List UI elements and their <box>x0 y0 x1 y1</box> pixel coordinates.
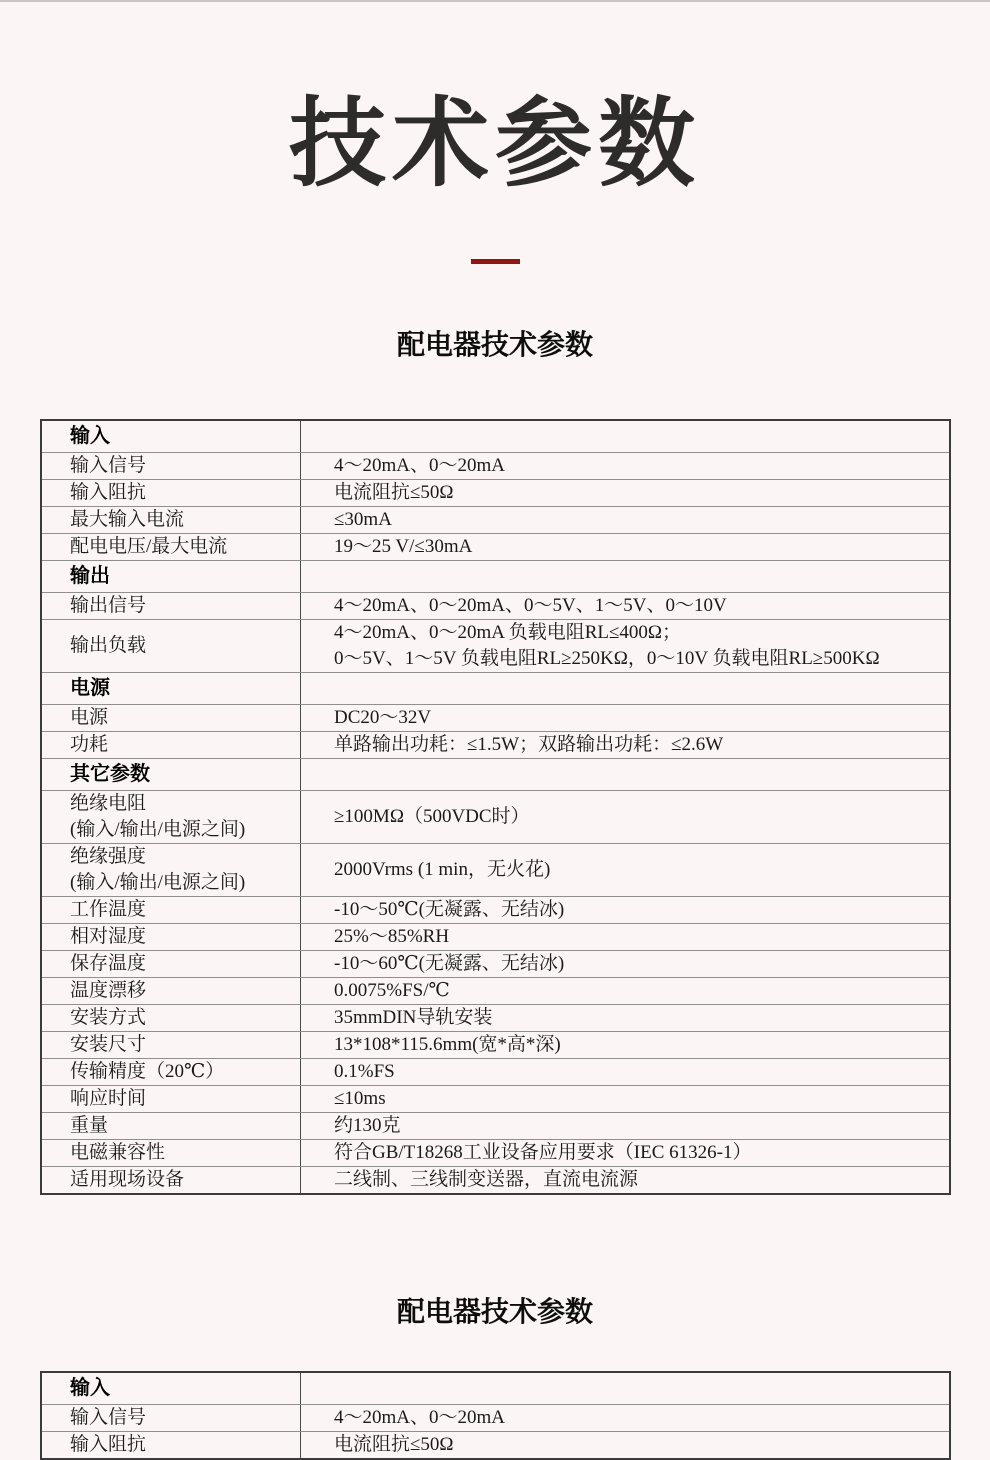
param-value: 4～20mA、0～20mA 负载电阻RL≤400Ω； <box>334 622 682 644</box>
param-label-cell <box>42 1432 301 1458</box>
param-value-cell <box>301 951 949 977</box>
param-value: 4～20mA、0～20mA <box>334 455 506 477</box>
table-row <box>42 592 949 619</box>
param-value-cell <box>301 1005 949 1031</box>
param-value-cell <box>301 453 949 479</box>
table-row <box>42 977 949 1004</box>
param-label: 输出负载 <box>70 635 147 657</box>
param-label: 输出信号 <box>70 595 147 617</box>
param-value: 35mmDIN导轨安装 <box>334 1007 493 1029</box>
param-label: 工作温度 <box>70 899 147 921</box>
param-label-cell <box>42 924 301 950</box>
param-label: 传输精度（20℃） <box>70 1061 225 1083</box>
param-value: 4～20mA、0～20mA、0～5V、1～5V、0～10V <box>334 595 727 617</box>
param-label-cell <box>42 1373 301 1404</box>
param-value: ≤30mA <box>334 509 392 531</box>
table-row <box>42 1431 949 1458</box>
param-value: -10～50℃(无凝露、无结冰) <box>334 899 565 921</box>
param-value-cell <box>301 1373 949 1404</box>
param-label: 电源 <box>70 677 110 700</box>
param-value-cell <box>301 1140 949 1166</box>
table-row <box>42 843 949 896</box>
param-label-cell <box>42 453 301 479</box>
param-label-cell <box>42 593 301 619</box>
param-value-cell <box>301 1167 949 1193</box>
param-value-cell <box>301 421 949 452</box>
section-heading-1: 配电器技术参数 <box>396 329 593 361</box>
spec-table-2 <box>40 1371 951 1460</box>
table-row <box>42 950 949 977</box>
param-label-cell <box>42 1059 301 1085</box>
param-label: 响应时间 <box>70 1088 147 1110</box>
param-label: 输入阻抗 <box>70 1434 147 1456</box>
param-value-cell <box>301 1405 949 1431</box>
table-row <box>42 1004 949 1031</box>
param-label-cell <box>42 705 301 731</box>
param-label-cell <box>42 791 301 843</box>
param-value-cell <box>301 561 949 592</box>
table-row <box>42 731 949 758</box>
param-value: 电流阻抗≤50Ω <box>334 1434 454 1456</box>
param-value: ≥100MΩ（500VDC时） <box>334 806 530 828</box>
param-value: 二线制、三线制变送器，直流电流源 <box>334 1169 639 1191</box>
param-value: 4～20mA、0～20mA <box>334 1407 506 1429</box>
param-value <box>334 1376 949 1402</box>
param-label-cell <box>42 759 301 790</box>
param-value: 电流阻抗≤50Ω <box>334 482 454 504</box>
table-row <box>42 1085 949 1112</box>
param-label: (输入/输出/电源之间) <box>70 819 246 841</box>
section-row <box>42 421 949 452</box>
table-row <box>42 619 949 672</box>
param-value-cell <box>301 1113 949 1139</box>
red-dash-divider <box>471 259 520 264</box>
spec-table-1 <box>40 419 951 1195</box>
param-label: 温度漂移 <box>70 980 147 1002</box>
param-label: 绝缘电阻 <box>70 793 147 815</box>
param-value-cell <box>301 897 949 923</box>
table-row <box>42 506 949 533</box>
param-value: 单路输出功耗：≤1.5W；双路输出功耗：≤2.6W <box>334 734 724 756</box>
param-value-cell <box>301 1432 949 1458</box>
param-value-cell <box>301 534 949 560</box>
page-title: 技术参数 <box>289 89 701 198</box>
param-value-cell <box>301 480 949 506</box>
table-row <box>42 452 949 479</box>
param-value: 25%～85%RH <box>334 926 450 948</box>
param-label-cell <box>42 1140 301 1166</box>
param-value: 0～5V、1～5V 负载电阻RL≥250KΩ，0～10V 负载电阻RL≥500KΩ <box>334 648 880 670</box>
param-value <box>334 676 949 702</box>
param-label: 电磁兼容性 <box>70 1142 166 1164</box>
param-value: 0.0075%FS/℃ <box>334 980 450 1002</box>
param-label-cell <box>42 620 301 672</box>
param-label: 保存温度 <box>70 953 147 975</box>
param-value-cell <box>301 978 949 1004</box>
param-label: 最大输入电流 <box>70 509 185 531</box>
param-value: DC20～32V <box>334 707 432 729</box>
param-value-cell <box>301 620 949 672</box>
table-row <box>42 1166 949 1193</box>
table-row <box>42 533 949 560</box>
param-value-cell <box>301 1059 949 1085</box>
param-value-cell <box>301 924 949 950</box>
table-row <box>42 1404 949 1431</box>
table-row <box>42 1139 949 1166</box>
table-row <box>42 1031 949 1058</box>
param-label: 绝缘强度 <box>70 846 147 868</box>
table-row <box>42 896 949 923</box>
param-value-cell <box>301 705 949 731</box>
param-value-cell <box>301 1032 949 1058</box>
param-value: 13*108*115.6mm(宽*高*深) <box>334 1034 561 1056</box>
param-value-cell <box>301 732 949 758</box>
param-label-cell <box>42 951 301 977</box>
param-label: 其它参数 <box>70 763 150 786</box>
param-label: 输入信号 <box>70 455 147 477</box>
param-label: 电源 <box>70 707 109 729</box>
param-label: (输入/输出/电源之间) <box>70 872 246 894</box>
param-value: -10～60℃(无凝露、无结冰) <box>334 953 565 975</box>
param-value-cell <box>301 593 949 619</box>
table-row <box>42 479 949 506</box>
param-value-cell <box>301 1086 949 1112</box>
table-row <box>42 923 949 950</box>
param-label-cell <box>42 978 301 1004</box>
param-label: 安装方式 <box>70 1007 147 1029</box>
param-label: 输入阻抗 <box>70 482 147 504</box>
param-label: 适用现场设备 <box>70 1169 185 1191</box>
param-label: 重量 <box>70 1115 109 1137</box>
param-label-cell <box>42 480 301 506</box>
param-label-cell <box>42 1113 301 1139</box>
param-label-cell <box>42 507 301 533</box>
param-label-cell <box>42 421 301 452</box>
param-value-cell <box>301 673 949 704</box>
param-value-cell <box>301 759 949 790</box>
table-row <box>42 704 949 731</box>
param-label: 功耗 <box>70 734 109 756</box>
param-value-cell <box>301 507 949 533</box>
param-label: 配电电压/最大电流 <box>70 536 228 558</box>
param-label-cell <box>42 1032 301 1058</box>
param-label-cell <box>42 534 301 560</box>
param-value: 19～25 V/≤30mA <box>334 536 473 558</box>
param-label-cell <box>42 673 301 704</box>
param-label-cell <box>42 1167 301 1193</box>
param-label: 输入 <box>70 1377 110 1400</box>
param-label: 相对湿度 <box>70 926 147 948</box>
param-value <box>334 424 949 450</box>
param-label: 输出 <box>70 565 110 588</box>
param-value: ≤10ms <box>334 1088 386 1110</box>
param-value: 符合GB/T18268工业设备应用要求（IEC 61326-1） <box>334 1142 752 1164</box>
param-value-cell <box>301 791 949 843</box>
param-label: 输入 <box>70 425 110 448</box>
table-row <box>42 1112 949 1139</box>
param-label-cell <box>42 1086 301 1112</box>
param-value: 0.1%FS <box>334 1061 395 1083</box>
param-value-cell <box>301 844 949 896</box>
param-label-cell <box>42 897 301 923</box>
param-label-cell <box>42 1005 301 1031</box>
table-row <box>42 790 949 843</box>
param-label: 安装尺寸 <box>70 1034 147 1056</box>
param-value <box>334 564 949 590</box>
section-row <box>42 560 949 592</box>
section-row <box>42 1373 949 1404</box>
table-row <box>42 1058 949 1085</box>
section-heading-2: 配电器技术参数 <box>396 1296 593 1328</box>
section-row <box>42 672 949 704</box>
page-top-border <box>0 0 990 2</box>
param-label-cell <box>42 1405 301 1431</box>
param-label-cell <box>42 732 301 758</box>
param-label-cell <box>42 561 301 592</box>
param-label-cell <box>42 844 301 896</box>
param-value: 2000Vrms (1 min，无火花) <box>334 859 551 881</box>
section-row <box>42 758 949 790</box>
param-value <box>334 762 949 788</box>
param-value: 约130克 <box>334 1115 401 1137</box>
param-label: 输入信号 <box>70 1407 147 1429</box>
